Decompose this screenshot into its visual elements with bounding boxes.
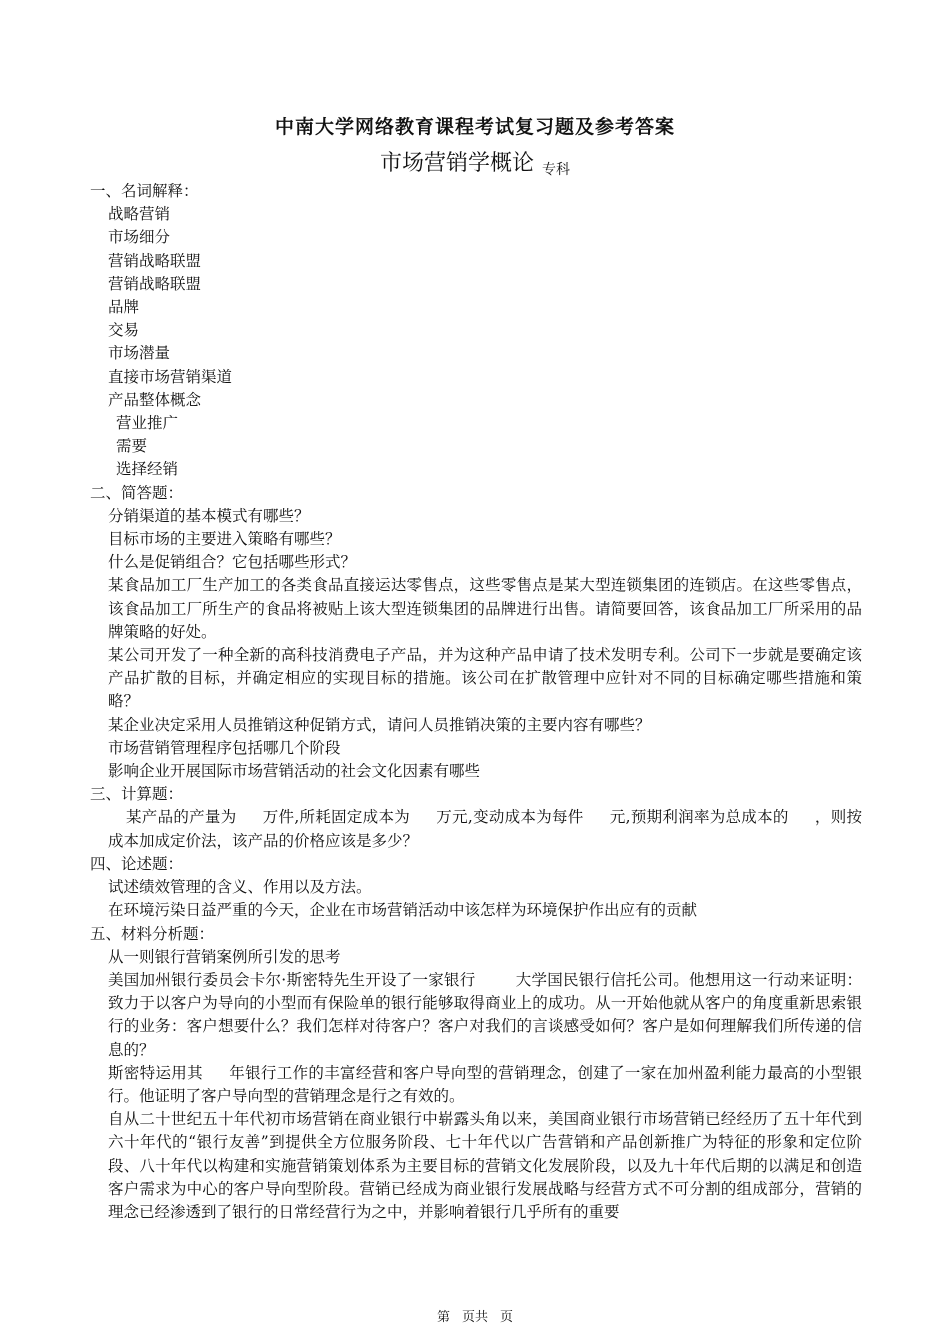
term-item: 市场细分 — [108, 228, 171, 247]
question-item: 影响企业开展国际市场营销活动的社会文化因素有哪些 — [108, 762, 481, 781]
case-text: 大学国民银行信托公司。他想用这一行动来证明：致力于以客户为导向的小型而有保险单的银行能够取得商业上的成功。从一开始他就从客户的角度重新思索银行的业务：客户想要什么？我们怎样对待客户？客户对我们的言谈感受如何？客户是如何理解我们所传递的信息的？ — [108, 970, 862, 1059]
section-heading: 四、论述题： — [90, 854, 184, 873]
calc-text: 万件,所耗固定成本为 — [262, 808, 411, 827]
section-heading: 二、简答题： — [90, 483, 184, 502]
case-paragraph — [90, 1062, 862, 1108]
section-heading: 一、名词解释： — [90, 182, 199, 200]
case-text: 美国加州银行委员会卡尔·斯密特先生开设了一家银行 — [108, 970, 476, 989]
essay-item: 在环境污染日益严重的今天，企业在市场营销活动中该怎样为环境保护作出应有的贡献 — [108, 901, 698, 920]
case-title: 从一则银行营销案例所引发的思考 — [108, 947, 341, 966]
term-item: 营销战略联盟 — [108, 274, 202, 293]
document-subtitle — [0, 146, 950, 177]
case-paragraph: 自从二十世纪五十年代初市场营销在商业银行中崭露头角以来，美国商业银行市场营销已经经历了五十年代到六十年代的“银行友善”到提供全方位服务阶段、七十年代以广告营销和产品创新推广为特征的形象和定位阶段、八十年代以构建和实施营销策划体系为主要目标的营销文化发展阶段，以及九十年代后期的以满足和创造客户需求为中心的客户导向型阶段。营销已经成为商业银行发展战略与经营方式不可分割的组成部分，营销的理念已经渗透到了银行的日常经营行为之中，并影响着银行几乎所有的重要 — [108, 1110, 862, 1221]
course-level: 专科 — [542, 162, 570, 178]
section-heading: 五、材料分析题： — [90, 924, 215, 943]
case-text: 斯密特运用其 — [108, 1063, 203, 1082]
footer-text: 页 — [500, 1310, 514, 1325]
term-item: 产品整体概念 — [108, 390, 202, 409]
document-title: 中南大学网络教育课程考试复习题及参考答案 — [274, 116, 675, 138]
calc-text: 元,预期利润率为总成本的 — [609, 808, 789, 827]
question-item: 某企业决定采用人员推销这种促销方式，请问人员推销决策的主要内容有哪些？ — [108, 715, 651, 734]
question-item: 市场营销管理程序包括哪几个阶段 — [108, 738, 341, 757]
question-item: 什么是促销组合？它包括哪些形式？ — [108, 553, 357, 572]
essay-item: 试述绩效管理的含义、作用以及方法。 — [108, 878, 372, 897]
term-item: 需要 — [116, 437, 148, 456]
course-name: 市场营销学概论 — [379, 151, 534, 176]
term-item: 品牌 — [108, 298, 140, 317]
footer-text: 第 — [436, 1310, 450, 1325]
term-item: 战略营销 — [108, 205, 171, 224]
case-text: 年银行工作的丰富经营和客户导向型的营销理念，创建了一家在加州盈利能力最高的小型银行。他证明了客户导向型的营销理念是行之有效的。 — [108, 1063, 862, 1105]
calculation-question — [90, 806, 862, 852]
term-item: 营业推广 — [116, 414, 179, 433]
case-paragraph — [90, 969, 862, 1062]
question-item: 某食品加工厂生产加工的各类食品直接运达零售点，这些零售点是某大型连锁集团的连锁店。在这些零售点，该食品加工厂所生产的食品将被贴上该大型连锁集团的品牌进行出售。请简要回答，该食品加工厂所采用的品牌策略的好处。 — [108, 576, 862, 641]
document-body — [90, 180, 862, 1224]
question-item: 某公司开发了一种全新的高科技消费电子产品，并为这种产品申请了技术发明专利。公司下一步就是要确定该产品扩散的目标，并确定相应的实现目标的措施。该公司在扩散管理中应针对不同的目标确定哪些措施和策略？ — [108, 646, 862, 711]
term-item: 选择经销 — [116, 460, 179, 479]
section-heading: 三、计算题： — [90, 785, 184, 804]
term-item: 营销战略联盟 — [108, 251, 202, 270]
term-item: 交易 — [108, 321, 140, 340]
term-item: 直接市场营销渠道 — [108, 367, 233, 386]
question-item: 目标市场的主要进入策略有哪些？ — [108, 530, 341, 549]
calc-text: ，则按成本加成定价法，该产品的价格应该是多少？ — [108, 808, 862, 850]
footer-text: 页共 — [461, 1310, 488, 1325]
term-item: 市场潜量 — [108, 344, 171, 363]
calc-text: 万元,变动成本为每件 — [436, 808, 584, 827]
question-item: 分销渠道的基本模式有哪些？ — [108, 506, 310, 525]
calc-text: 某产品的产量为 — [126, 808, 237, 827]
page-footer — [0, 1306, 950, 1325]
